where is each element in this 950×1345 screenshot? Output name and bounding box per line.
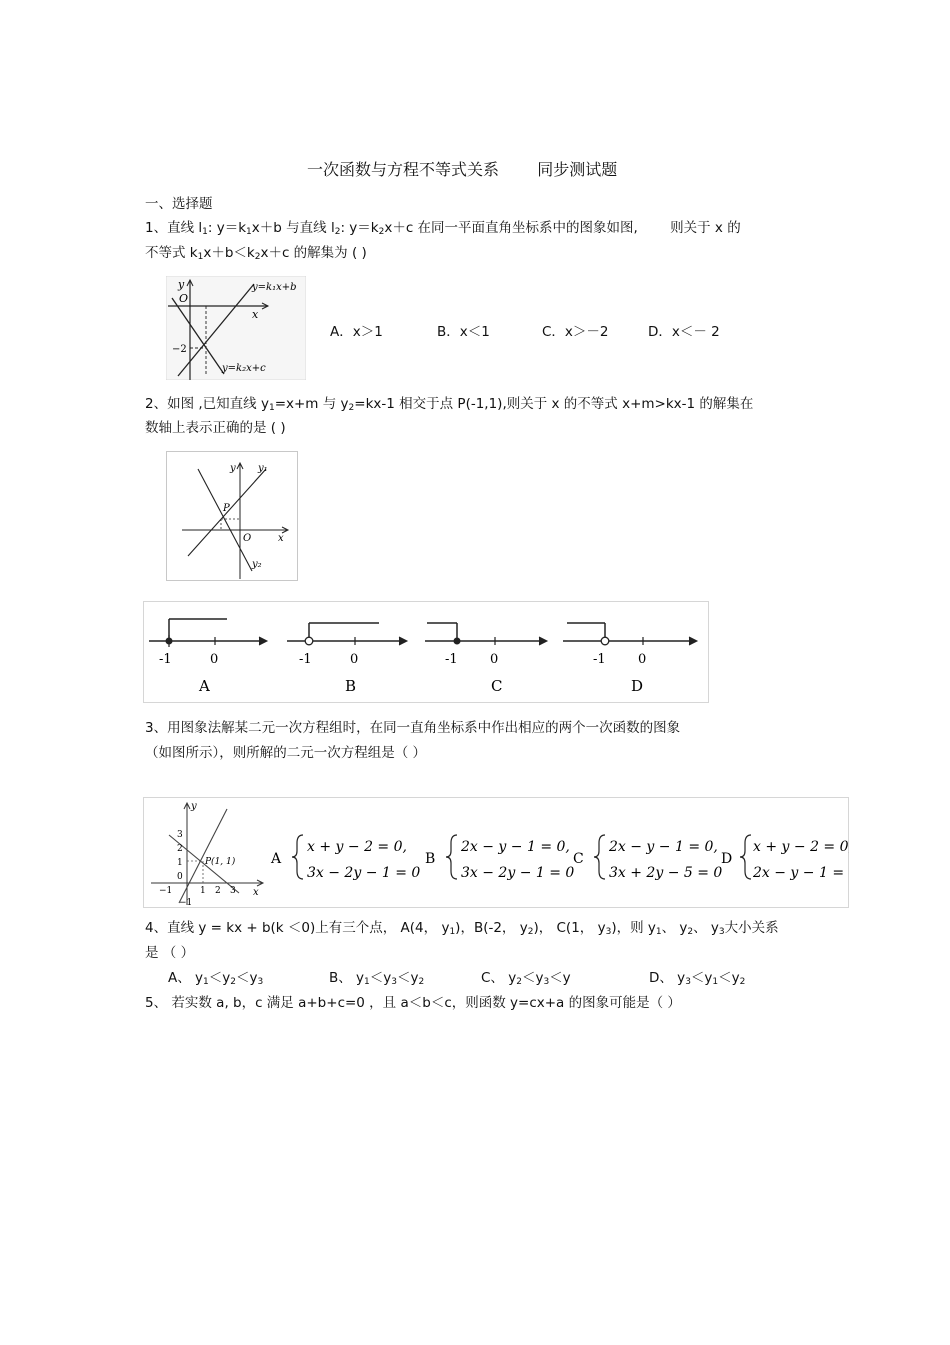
q3-figure-and-options — [143, 797, 849, 908]
page-title — [307, 157, 617, 180]
svg-text:O: O — [243, 533, 252, 544]
svg-text:0: 0 — [210, 652, 219, 667]
svg-text:P(1, 1): P(1, 1) — [205, 857, 236, 867]
svg-text:2x − y − 1 = 0,: 2x − y − 1 = 0, — [461, 839, 570, 855]
q1-line1: 1、直线 $l_1$: $y=k_1x+b$ 与直线 $l_2$: $y=k_2x+c$ 在同一平面直角坐标系中的图象如图, 则关于 x 的 — [145, 220, 741, 237]
svg-text:3: 3 — [177, 830, 183, 840]
svg-text:3x − 2y − 1 = 0: 3x − 2y − 1 = 0 — [461, 865, 575, 881]
svg-text:0: 0 — [350, 652, 359, 667]
q4-option-c[interactable]: C、 $y_2<y_3<y$ — [481, 970, 571, 987]
svg-text:3x − 2y − 1 = 0: 3x − 2y − 1 = 0 — [307, 865, 421, 881]
svg-text:D: D — [631, 677, 644, 695]
svg-text:-1: -1 — [299, 652, 312, 667]
svg-text:x: x — [253, 887, 259, 898]
svg-text:C: C — [491, 677, 503, 695]
svg-text:y: y — [191, 801, 197, 812]
svg-text:B: B — [425, 851, 436, 867]
q2-number-lines-svg — [143, 601, 709, 703]
svg-text:y₂: y₂ — [252, 559, 262, 570]
svg-text:−1: −1 — [179, 898, 193, 908]
svg-text:y=k₁x+b: y=k₁x+b — [252, 282, 297, 293]
q1-option-a[interactable]: A．x＞1 — [330, 324, 383, 340]
q1-option-c[interactable]: C．x＞－2 — [542, 324, 609, 340]
svg-text:y₁: y₁ — [258, 463, 268, 474]
svg-text:D: D — [721, 851, 733, 867]
q2-graph — [166, 451, 298, 581]
q4-option-a[interactable]: A、 $y_1<y_2<y_3$ — [168, 970, 264, 987]
q4-option-b[interactable]: B、 $y_1<y_3<y_2$ — [329, 970, 425, 987]
q2-figure — [166, 451, 298, 581]
svg-text:A: A — [199, 677, 210, 695]
svg-text:0: 0 — [638, 652, 647, 667]
svg-text:0: 0 — [177, 872, 183, 882]
svg-text:3: 3 — [230, 886, 236, 896]
q2-line1: 2、如图 ,已知直线 $y_1=x+m$ 与 $y_2=kx-1$ 相交于点 P(-1,1),则关于 x 的不等式 x+m>kx-1 的解集在 — [145, 396, 754, 413]
q1-line2: 不等式 $k_1x+b<k_2x+c$ 的解集为 ( ) — [145, 245, 367, 262]
q1-option-b[interactable]: B．x＜1 — [437, 324, 490, 340]
svg-text:1: 1 — [177, 858, 183, 868]
q3-line2: （如图所示），则所解的二元一次方程组是（ ） — [145, 745, 427, 761]
q4-option-d[interactable]: D、 $y_3<y_1<y_2$ — [649, 970, 746, 987]
svg-text:C: C — [573, 851, 584, 867]
q1-option-d[interactable]: D．x＜－ 2 — [648, 324, 720, 340]
svg-text:y: y — [230, 463, 236, 474]
svg-text:2x − y − 1 = 0,: 2x − y − 1 = 0, — [609, 839, 718, 855]
svg-text:0: 0 — [490, 652, 499, 667]
q4-line1: 4、直线 y = kx + b(k ＜0)上有三个点， A(4， $y_1$)，B(-2， $y_2$)， C(1， $y_3$)，则 $y_1$、 $y_2$、 $y_3$大小关系 — [145, 920, 779, 937]
svg-text:x: x — [252, 308, 259, 321]
svg-text:x: x — [278, 533, 284, 544]
q5-line1: 5、 若实数 a, b，c 满足 a+b+c=0 ，且 a＜b＜c，则函数 y=cx+a 的图象可能是（ ） — [145, 995, 681, 1011]
svg-text:y=k₂x+c: y=k₂x+c — [222, 363, 266, 374]
svg-text:3x + 2y − 5 = 0: 3x + 2y − 5 = 0 — [609, 865, 723, 881]
svg-text:P: P — [223, 503, 230, 514]
title-sub: 同步测试题 — [537, 160, 618, 179]
svg-text:-1: -1 — [445, 652, 458, 667]
q4-line2: 是 （ ） — [145, 945, 195, 961]
q1-graph — [166, 276, 306, 380]
svg-text:−2: −2 — [172, 344, 187, 355]
svg-text:1: 1 — [200, 886, 206, 896]
svg-text:−1: −1 — [159, 886, 173, 896]
q3-line1: 3、用图象法解某二元一次方程组时，在同一直角坐标系中作出相应的两个一次函数的图象 — [145, 720, 681, 736]
title-main: 一次函数与方程不等式关系 — [307, 160, 500, 179]
svg-text:-1: -1 — [593, 652, 606, 667]
svg-text:y: y — [178, 278, 185, 291]
svg-text:2x − y − 1 = 0: 2x − y − 1 = 0 — [753, 865, 849, 881]
svg-text:x + y − 2 = 0,: x + y − 2 = 0, — [753, 839, 849, 855]
q2-number-lines — [143, 601, 709, 703]
svg-text:2: 2 — [215, 886, 221, 896]
svg-text:-1: -1 — [159, 652, 172, 667]
svg-text:2: 2 — [177, 844, 183, 854]
svg-text:x + y − 2 = 0,: x + y − 2 = 0, — [307, 839, 407, 855]
q3-svg — [143, 797, 849, 908]
q1-figure — [166, 276, 306, 380]
svg-text:B: B — [345, 677, 357, 695]
q2-line2: 数轴上表示正确的是 ( ) — [145, 420, 286, 436]
svg-text:A: A — [271, 851, 282, 867]
svg-text:O: O — [179, 292, 189, 305]
section-heading: 一、选择题 — [145, 196, 213, 212]
